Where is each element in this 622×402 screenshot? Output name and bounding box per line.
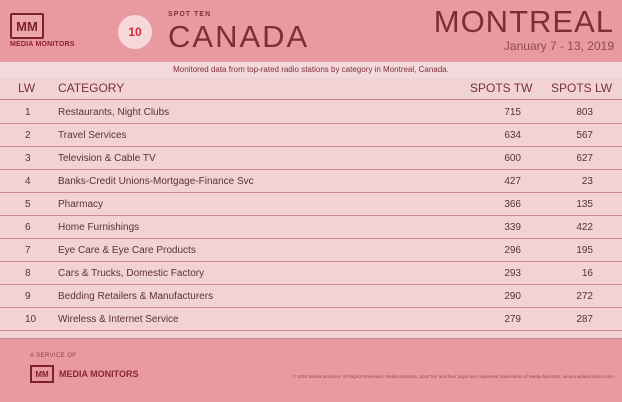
row-spots-lw: 135 — [576, 199, 593, 210]
table-row — [0, 216, 622, 239]
report-subtitle: Monitored data from top-rated radio stations by category in Montreal, Canada. — [0, 62, 622, 78]
row-rank: 2 — [25, 130, 31, 141]
row-spots-lw: 627 — [576, 153, 593, 164]
row-spots-lw: 803 — [576, 107, 593, 118]
table-row — [0, 239, 622, 262]
table-row — [0, 101, 622, 124]
row-spots-lw: 16 — [581, 268, 593, 279]
row-spots-lw: 272 — [576, 291, 593, 302]
mm-footer-icon: MM — [30, 365, 54, 383]
market-title: MONTREAL — [433, 4, 614, 39]
row-category: Banks-Credit Unions-Mortgage-Finance Svc — [58, 176, 254, 187]
footer-logo-text: MEDIA MONITORS — [59, 369, 139, 379]
row-category: Travel Services — [58, 130, 127, 141]
header-spots-tw: SPOTS TW — [470, 81, 533, 95]
row-spots-tw: 293 — [504, 268, 521, 279]
row-spots-lw: 23 — [581, 176, 593, 187]
row-rank: 10 — [25, 314, 37, 325]
row-rank: 9 — [25, 291, 31, 302]
spot-ten-star-icon — [118, 15, 152, 49]
report-header — [0, 0, 622, 63]
badge-number: 10 — [128, 25, 142, 39]
row-category: Cars & Trucks, Domestic Factory — [58, 268, 205, 279]
row-rank: 6 — [25, 222, 31, 233]
country-title: CANADA — [168, 19, 310, 54]
header-category: CATEGORY — [58, 81, 125, 95]
table-row — [0, 308, 622, 331]
row-rank: 8 — [25, 268, 31, 279]
row-category: Wireless & Internet Service — [58, 314, 179, 325]
report-footer — [0, 338, 622, 402]
header-lw: LW — [18, 81, 36, 95]
date-range: January 7 - 13, 2019 — [503, 39, 614, 53]
brand-text: MEDIA MONITORS — [10, 41, 75, 48]
row-spots-tw: 600 — [504, 153, 521, 164]
row-spots-tw: 290 — [504, 291, 521, 302]
footer-logo — [30, 365, 139, 383]
service-label: A SERVICE OF — [30, 353, 77, 359]
table-row — [0, 193, 622, 216]
row-category: Bedding Retailers & Manufacturers — [58, 291, 214, 302]
row-rank: 1 — [25, 107, 31, 118]
row-spots-tw: 339 — [504, 222, 521, 233]
row-rank: 3 — [25, 153, 31, 164]
row-spots-lw: 287 — [576, 314, 593, 325]
row-spots-tw: 715 — [504, 107, 521, 118]
spot-ten-label: SPOT TEN — [168, 11, 212, 18]
row-spots-lw: 422 — [576, 222, 593, 233]
row-category: Television & Cable TV — [58, 153, 156, 164]
media-monitors-logo — [10, 13, 96, 51]
row-spots-tw: 279 — [504, 314, 521, 325]
copyright-text: © 2018 Media Monitors. All Rights Reserved. Media Monitors, Spot Ten and their logos are registered trademarks of Media Monitors. www.mediamonitors.com — [292, 374, 614, 379]
row-category: Home Furnishings — [58, 222, 140, 233]
table-row — [0, 124, 622, 147]
mm-logo-icon: MM — [10, 13, 44, 39]
table-row — [0, 285, 622, 308]
header-spots-lw: SPOTS LW — [551, 81, 613, 95]
row-spots-tw: 427 — [504, 176, 521, 187]
rankings-table — [0, 78, 622, 338]
row-category: Eye Care & Eye Care Products — [58, 245, 196, 256]
row-category: Restaurants, Night Clubs — [58, 107, 170, 118]
table-row — [0, 262, 622, 285]
row-rank: 7 — [25, 245, 31, 256]
table-header — [0, 78, 622, 100]
row-spots-lw: 195 — [576, 245, 593, 256]
row-rank: 4 — [25, 176, 31, 187]
row-rank: 5 — [25, 199, 31, 210]
row-category: Pharmacy — [58, 199, 104, 210]
row-spots-tw: 296 — [504, 245, 521, 256]
row-spots-tw: 366 — [504, 199, 521, 210]
table-row — [0, 147, 622, 170]
row-spots-lw: 567 — [576, 130, 593, 141]
row-spots-tw: 634 — [504, 130, 521, 141]
table-row — [0, 170, 622, 193]
